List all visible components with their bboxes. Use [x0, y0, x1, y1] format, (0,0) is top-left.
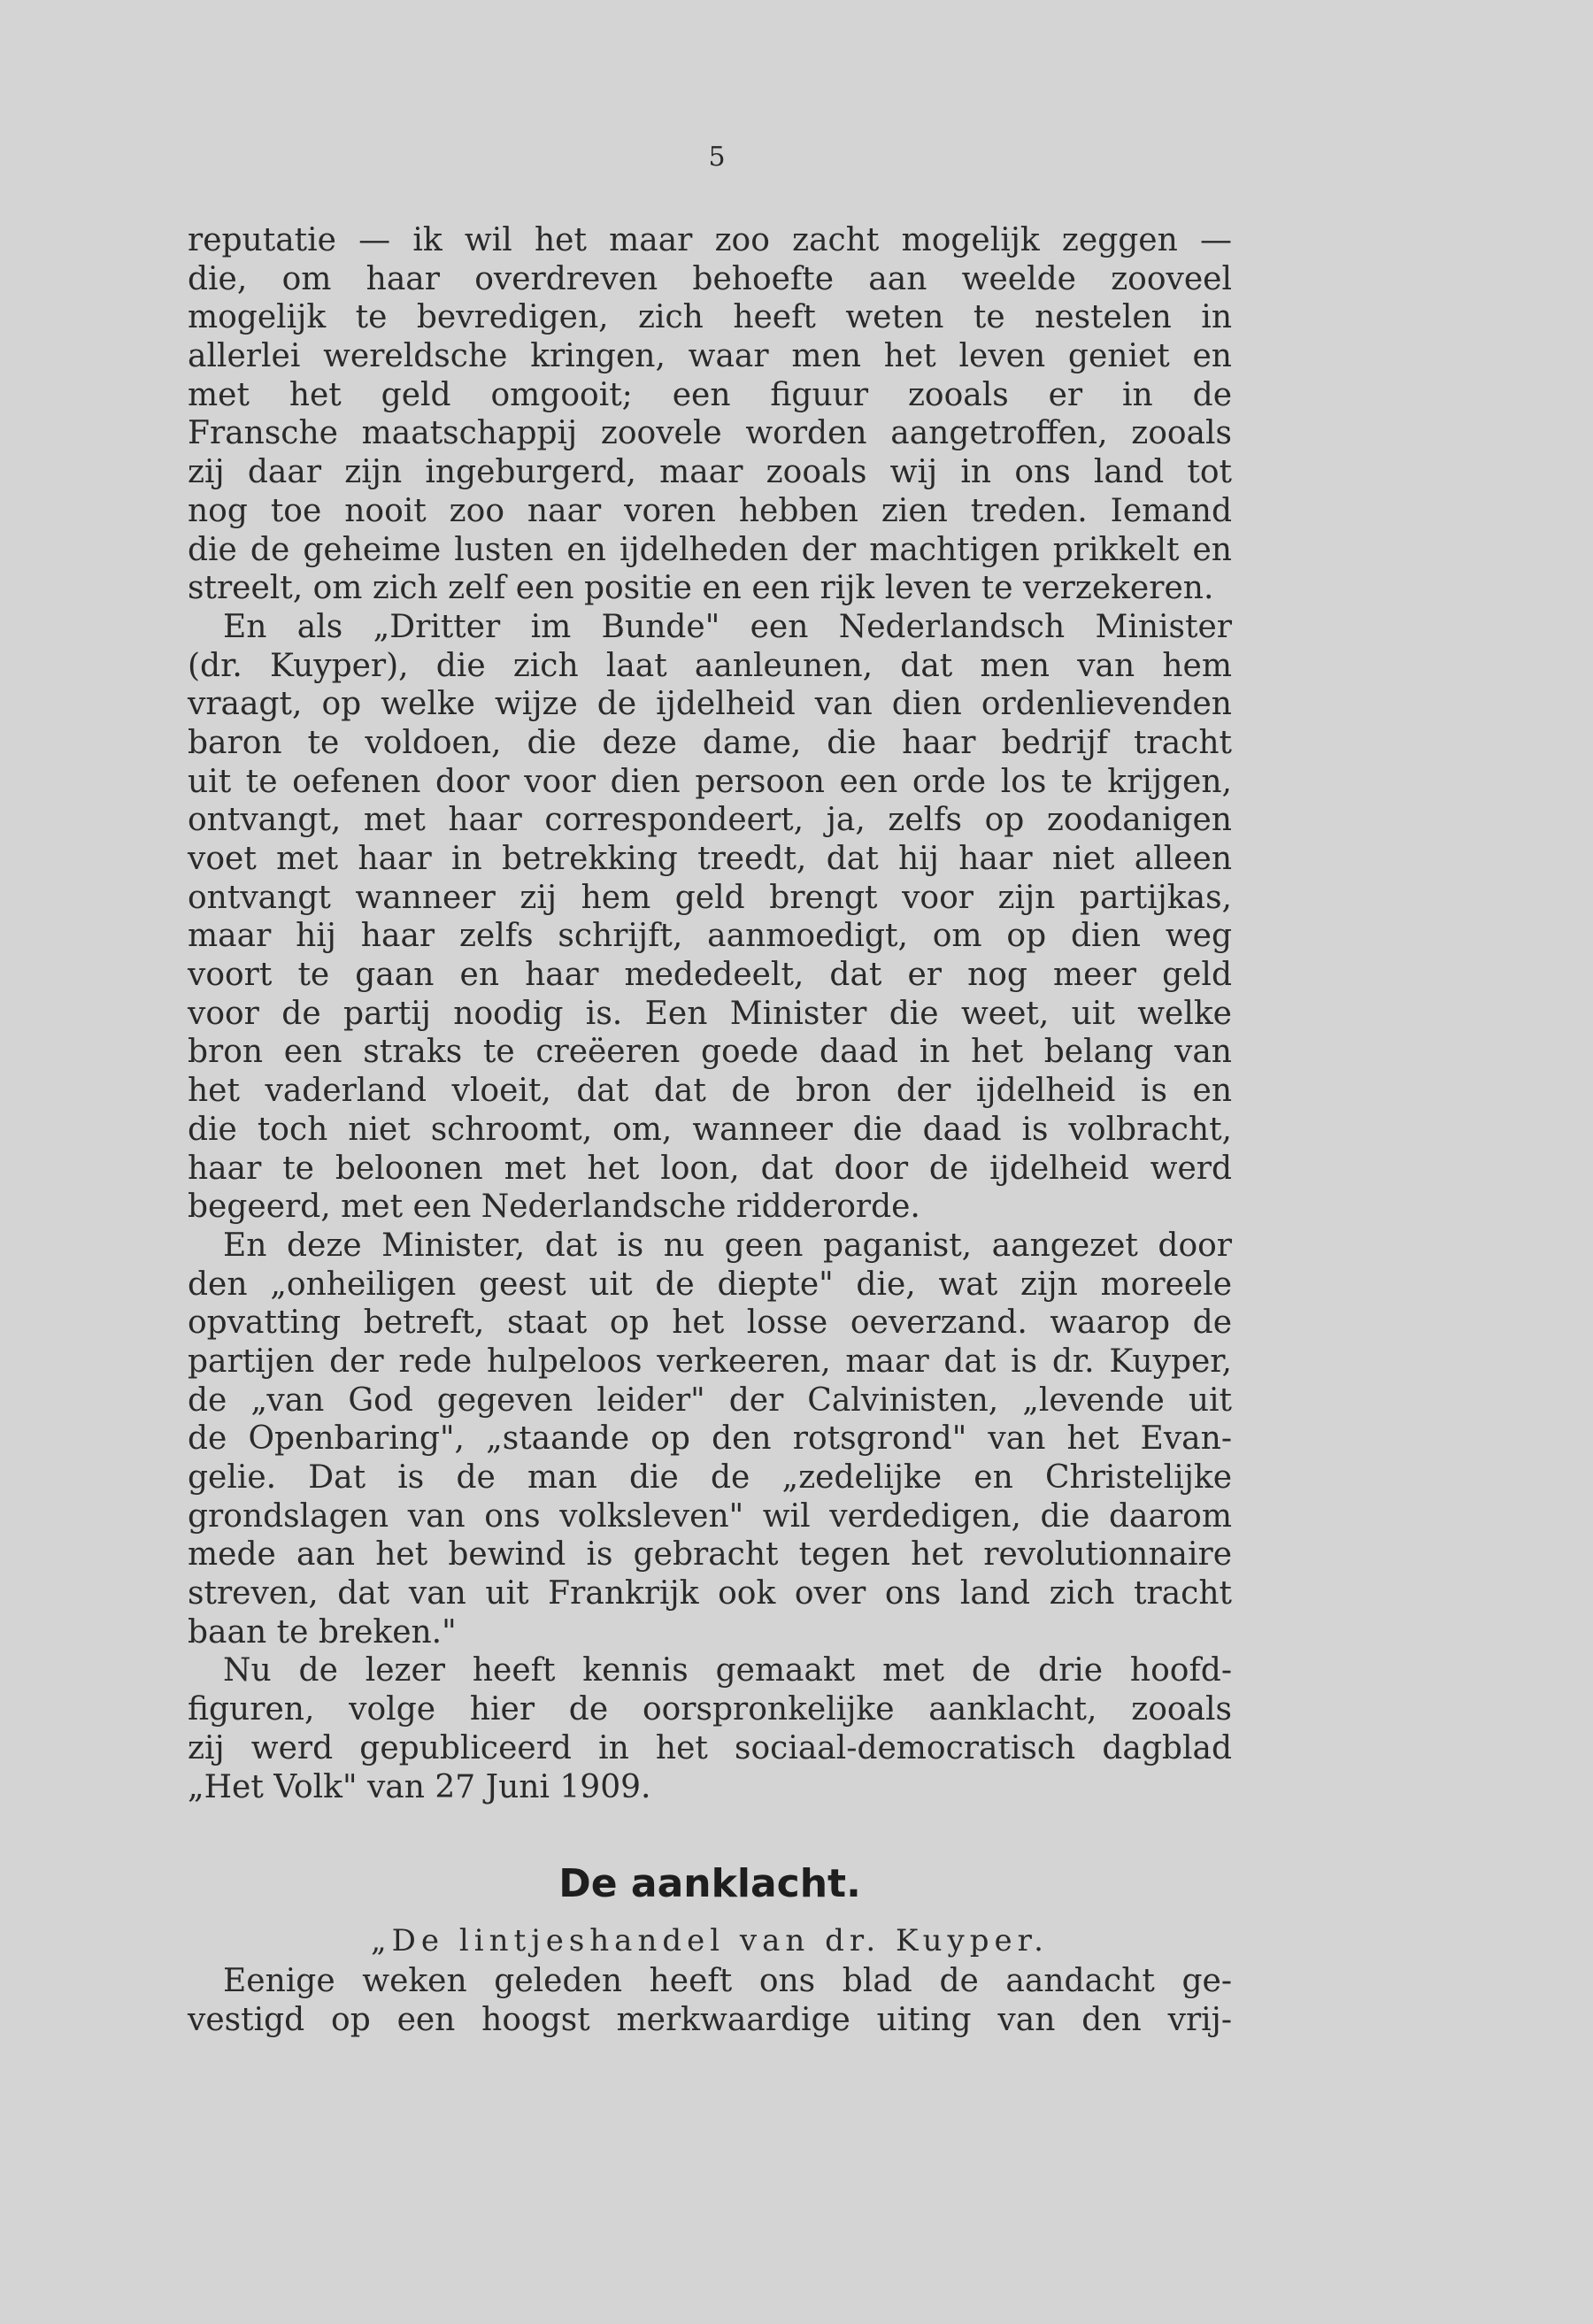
text-line: voor de partij noodig is. Een Minister die weet, uit welke — [188, 995, 1232, 1032]
text-line: haar te beloonen met het loon, dat door de ijdelheid werd — [188, 1150, 1232, 1187]
paragraph-5 — [188, 1962, 1232, 2039]
text-line: zij daar zijn ingeburgerd, maar zooals wij in ons land tot — [188, 454, 1232, 491]
text-line: baron te voldoen, die deze dame, die haar bedrijf tracht — [188, 724, 1232, 761]
text-line: den „onheiligen geest uit de diepte" die, wat zijn moreele — [188, 1266, 1232, 1303]
text-line: vraagt, op welke wijze de ijdelheid van dien ordenlievenden — [188, 686, 1232, 723]
paragraph-3 — [188, 1227, 1232, 1652]
text-line: die de geheime lusten en ijdelheden der machtigen prikkelt en — [188, 531, 1232, 568]
text-line: Nu de lezer heeft kennis gemaakt met de drie hoofd- — [223, 1652, 1232, 1689]
text-line: het vaderland vloeit, dat dat de bron der ijdelheid is en — [188, 1073, 1232, 1110]
text-line: de Openbaring", „staande op den rotsgrond" van het Evan- — [188, 1420, 1232, 1458]
text-line: bron een straks te creëeren goede daad in het belang van — [188, 1034, 1232, 1071]
text-line: grondslagen van ons volksleven" wil verdedigen, die daarom — [188, 1497, 1232, 1535]
text-line: zij werd gepubliceerd in het sociaal-democratisch dagblad — [188, 1729, 1232, 1766]
body-text — [188, 221, 1232, 2040]
text-line: En als „Dritter im Bunde" een Nederlandsch Minister — [223, 608, 1232, 645]
text-line: voet met haar in betrekking treedt, dat hij haar niet alleen — [188, 841, 1232, 877]
text-line: (dr. Kuyper), die zich laat aanleunen, dat men van hem — [188, 647, 1232, 684]
text-line: gelie. Dat is de man die de „zedelijke en Christelijke — [188, 1459, 1232, 1496]
text-line: die, om haar overdreven behoefte aan weelde zooveel — [188, 260, 1232, 297]
paragraph-4 — [188, 1651, 1232, 1806]
text-line: opvatting betreft, staat op het losse oeverzand. waarop de — [188, 1304, 1232, 1342]
text-line: begeerd, met een Nederlandsche ridderorde. — [188, 1189, 920, 1226]
text-line: streelt, om zich zelf een positie en een rijk leven te verzekeren. — [188, 570, 1214, 607]
text-line: vestigd op een hoogst merkwaardige uiting van den vrij- — [188, 2001, 1232, 2038]
text-line: die toch niet schroomt, om, wanneer die daad is volbracht, — [188, 1111, 1232, 1148]
section-heading: De aanklacht. — [558, 1861, 861, 1907]
article-title: „De lintjeshandel van dr. Kuyper. — [371, 1923, 1049, 1959]
page-number: 5 — [708, 142, 726, 173]
text-line: En deze Minister, dat is nu geen paganist, aangezet door — [223, 1227, 1232, 1264]
text-line: Eenige weken geleden heeft ons blad de aandacht ge- — [223, 1963, 1232, 2000]
text-line: reputatie — ik wil het maar zoo zacht mogelijk zeggen — — [188, 222, 1232, 258]
text-line: voort te gaan en haar mededeelt, dat er nog meer geld — [188, 957, 1232, 994]
text-line: de „van God gegeven leider" der Calvinisten, „levende uit — [188, 1381, 1232, 1419]
text-line: „Het Volk" van 27 Juni 1909. — [188, 1768, 651, 1805]
text-line: ontvangt, met haar correspondeert, ja, zelfs op zoodanigen — [188, 802, 1232, 839]
text-line: mogelijk te bevredigen, zich heeft weten te nestelen in — [188, 299, 1232, 336]
text-line: met het geld omgooit; een figuur zooals er in de — [188, 376, 1232, 413]
text-line: Fransche maatschappij zoovele worden aangetroffen, zooals — [188, 415, 1232, 452]
text-line: baan te breken." — [188, 1613, 457, 1651]
text-line: mede aan het bewind is gebracht tegen het revolutionnaire — [188, 1536, 1232, 1574]
paragraph-1 — [188, 221, 1232, 608]
text-line: figuren, volge hier de oorspronkelijke aanklacht, zooals — [188, 1691, 1232, 1728]
text-line: ontvangt wanneer zij hem geld brengt voor zijn partijkas, — [188, 879, 1232, 916]
text-line: uit te oefenen door voor dien persoon een orde los te krijgen, — [188, 763, 1232, 800]
text-line: maar hij haar zelfs schrijft, aanmoedigt, om op dien weg — [188, 918, 1232, 955]
paragraph-2 — [188, 608, 1232, 1227]
text-line: nog toe nooit zoo naar voren hebben zien treden. Iemand — [188, 492, 1232, 529]
text-line: partijen der rede hulpeloos verkeeren, maar dat is dr. Kuyper, — [188, 1343, 1232, 1380]
text-line: streven, dat van uit Frankrijk ook over ons land zich tracht — [188, 1575, 1232, 1612]
text-line: allerlei wereldsche kringen, waar men het leven geniet en — [188, 338, 1232, 375]
